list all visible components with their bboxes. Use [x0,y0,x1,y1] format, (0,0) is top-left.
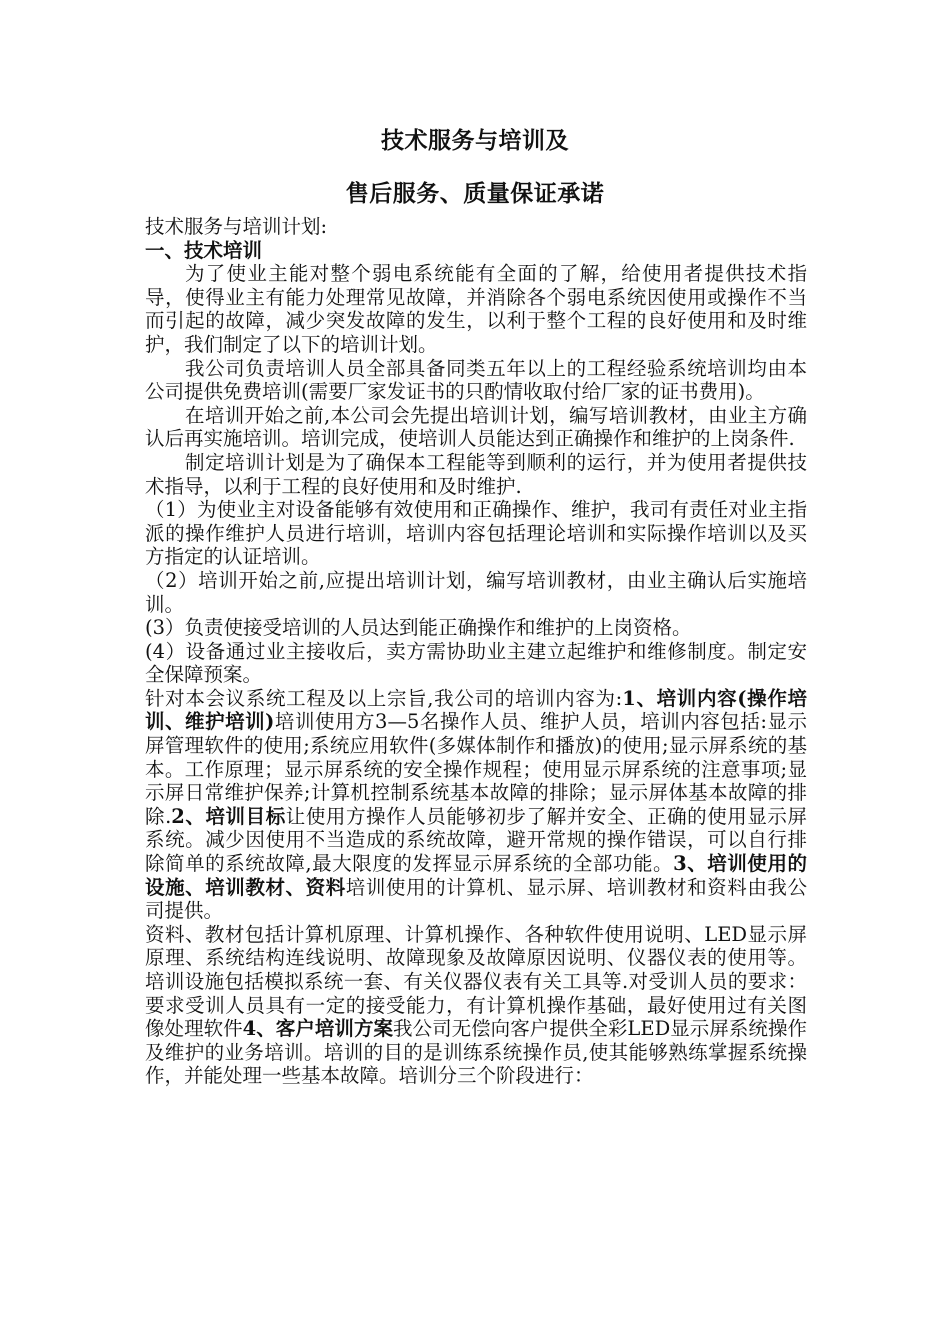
list-item-4: (4）设备通过业主接收后，卖方需协助业主建立起维护和维修制度。制定安全保障预案。 [145,639,807,687]
training-facilities-text: 培训使用的计算机、显示屏、培训教材和资料由我公司提供。 [145,875,807,923]
document-body [145,215,807,1088]
document-title-line2: 售后服务、质量保证承诺 [345,180,605,207]
section-heading-technical-training: 一、技术培训 [145,238,263,262]
paragraph-plan-goal: 制定培训计划是为了确保本工程能等到顺利的运行，并为使用者提供技术指导，以利于工程的良好使用和及时维护. [145,450,807,498]
materials-text: 资料、教材包括计算机原理、计算机操作、各种软件使用说明、LED显示屏原理、系统结构连线说明、故障现象及故障原因说明、仪器仪表的使用等。培训设施包括模拟系统一套、有关仪器仪表有关工具等.对受训人员的要求：要求受训人员具有一定的接受能力，有计算机操作基础，最好使用过有关图像处理软件 [145,922,807,1041]
customer-training-text: 我公司无偿向客户提供全彩LED显示屏系统操作及维护的业务培训。培训的目的是训练系统操作员,使其能够熟练掌握系统操作，并能处理一些基本故障。培训分三个阶段进行： [145,1017,807,1088]
list-item-3: (3）负责使接受培训的人员达到能正确操作和维护的上岗资格。 [145,616,692,640]
document-title-line1: 技术服务与培训及 [381,127,569,154]
paragraph-training-plan: 在培训开始之前,本公司会先提出培训计划，编写培训教材，由业主方确认后再实施培训。培训完成，使培训人员能达到正确操作和维护的上岗条件. [145,403,807,451]
training-goal-heading: 2、培训目标 [171,804,286,828]
list-item-1: （1）为使业主对设备能够有效使用和正确操作、维护，我司有责任对业主指派的操作维护人员进行培训，培训内容包括理论培训和实际操作培训以及买方指定的认证培训。 [145,498,807,569]
plan-label: 技术服务与培训计划: [145,215,328,238]
training-goal-text: 让使用方操作人员能够初步了解并安全、正确的使用显示屏系统。减少因使用不当造成的系统故障，避开常规的操作错误，可以自行排除简单的系统故障,最大限度的发挥显示屏系统的全部功能。 [145,804,807,876]
paragraph-materials [145,923,807,1088]
customer-training-heading: 4、客户培训方案 [242,1017,394,1041]
training-facilities-heading: 3、培训使用的设施、培训教材、资料 [145,852,807,899]
list-item-2: （2）培训开始之前,应提出培训计划，编写培训教材，由业主确认后实施培训。 [145,568,807,616]
training-content-heading: 1、培训内容(操作培训、维护培训) [145,686,807,734]
paragraph-trainers: 我公司负责培训人员全部具备同类五年以上的工程经验系统培训均由本公司提供免费培训(需要厂家发证书的只酌情收取付给厂家的证书费用)。 [145,356,807,404]
paragraph-training-content [145,687,807,923]
training-content-text: 培训使用方3—5名操作人员、维护人员，培训内容包括:显示屏管理软件的使用;系统应用软件(多媒体制作和播放)的使用;显示屏系统的基本。工作原理；显示屏系统的安全操作规程；使用显示屏系统的注意事项;显示屏日常维护保养;计算机控制系统基本故障的排除；显示屏体基本故障的排除. [145,710,807,828]
paragraph-purpose: 为了使业主能对整个弱电系统能有全面的了解，给使用者提供技术指导，使得业主有能力处理常见故障，并消除各个弱电系统因使用或操作不当而引起的故障，减少突发故障的发生，以利于整个工程的良好使用和及时维护，我们制定了以下的培训计划。 [145,262,807,356]
training-content-intro: 针对本会议系统工程及以上宗旨,我公司的培训内容为: [145,686,623,710]
